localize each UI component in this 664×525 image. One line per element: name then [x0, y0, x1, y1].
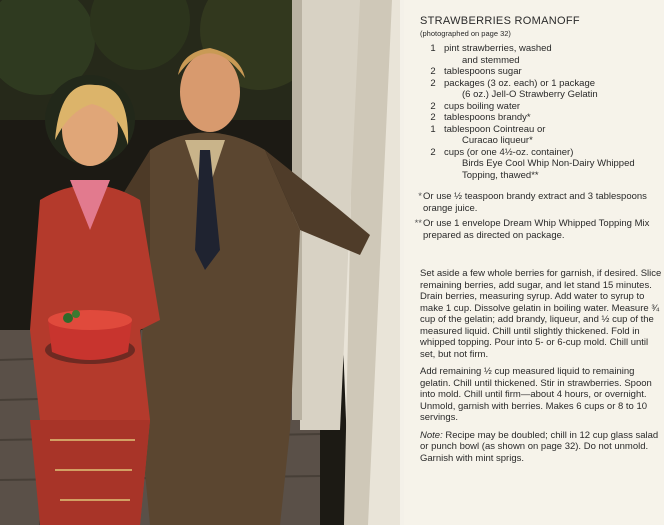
ingredient-text [444, 147, 662, 182]
ingredient-line: pint strawberries, washed [444, 43, 552, 54]
ingredient-text [444, 101, 662, 113]
ingredient-item [422, 147, 662, 182]
footnote-mark: * [418, 191, 422, 202]
ingredient-text [444, 66, 662, 78]
ingredient-qty: 2 [430, 100, 436, 112]
ingredient-item [422, 66, 662, 78]
ingredient-text [444, 78, 662, 101]
ingredient-qty: 2 [430, 66, 436, 77]
ingredient-continuation: and stemmed [462, 54, 520, 66]
ingredient-line: packages (3 oz. each) or 1 package [444, 77, 596, 89]
ingredient-line: tablespoons sugar [444, 66, 522, 77]
recipe-subtitle: (photographed on page 32) [420, 29, 511, 38]
recipe-column [404, 0, 664, 525]
ingredient-qty: 2 [430, 77, 436, 89]
ingredient-continuation: Birds Eye Cool Whip Non-Dairy Whipped Topping, thawed** [462, 158, 635, 181]
recipe-title: STRAWBERRIES ROMANOFF [420, 15, 580, 27]
footnote-text: Or use ½ teaspoon brandy extract and 3 tablespoons orange juice. [423, 191, 647, 214]
note-label: Note: [420, 429, 443, 441]
ingredient-line: tablespoon Cointreau or [444, 123, 546, 135]
ingredient-qty: 2 [430, 112, 436, 123]
ingredient-qty: 2 [430, 146, 436, 158]
ingredient-item [422, 124, 662, 147]
footnote [410, 218, 660, 241]
direction-paragraph: Add remaining ½ cup measured liquid to remaining gelatin. Chill until thickened. Stir in strawberries. Spoon into mold. Chill until firm—about 4 hours, or overnight. Unmold, garnish with berries. Makes 6 cups or 8 to 10 servings. [420, 366, 652, 423]
ingredient-qty: 1 [430, 43, 436, 54]
ingredient-qty: 1 [430, 123, 436, 135]
ingredient-continuation: (6 oz.) Jell-O Strawberry Gelatin [462, 89, 598, 100]
footnotes [410, 191, 660, 245]
ingredient-continuation: Curacao liqueur* [462, 135, 533, 146]
ingredient-item [422, 101, 662, 113]
footnote-text: Or use 1 envelope Dream Whip Whipped Topping Mix prepared as directed on package. [423, 218, 650, 241]
ingredient-line: cups boiling water [444, 100, 521, 112]
ingredient-list [422, 43, 662, 181]
ingredient-item [422, 43, 662, 66]
ingredient-line: tablespoons brandy* [444, 112, 531, 123]
footnote [410, 191, 660, 214]
ingredient-item [422, 78, 662, 101]
directions [420, 268, 662, 470]
note-text: Recipe may be doubled; chill in 12 cup glass salad or punch bowl (as shown on page 32). Do not unmold. Garnish with mint sprigs. [420, 429, 659, 464]
ingredient-line: cups (or one 4½-oz. container) [444, 146, 574, 158]
ingredient-text [444, 43, 662, 66]
recipe-note [420, 430, 662, 465]
ingredient-text [444, 124, 662, 147]
ingredient-text [444, 112, 662, 124]
ingredient-item [422, 112, 662, 124]
footnote-mark: ** [414, 218, 422, 229]
direction-paragraph: Set aside a few whole berries for garnish, if desired. Slice remaining berries, add sugar, and let stand 15 minutes. Drain berries, measuring syrup. Add water to syrup to make 1 cup. Dissolve gelatin in boiling water. Measure ¾ cup of the gelatin; add brandy, liqueur, and ½ cup of the measured liquid. Chill until slightly thickened. Fold in whipped topping. Pour into 5- or 6-cup mold. Chill until set, but not firm. [420, 268, 662, 360]
